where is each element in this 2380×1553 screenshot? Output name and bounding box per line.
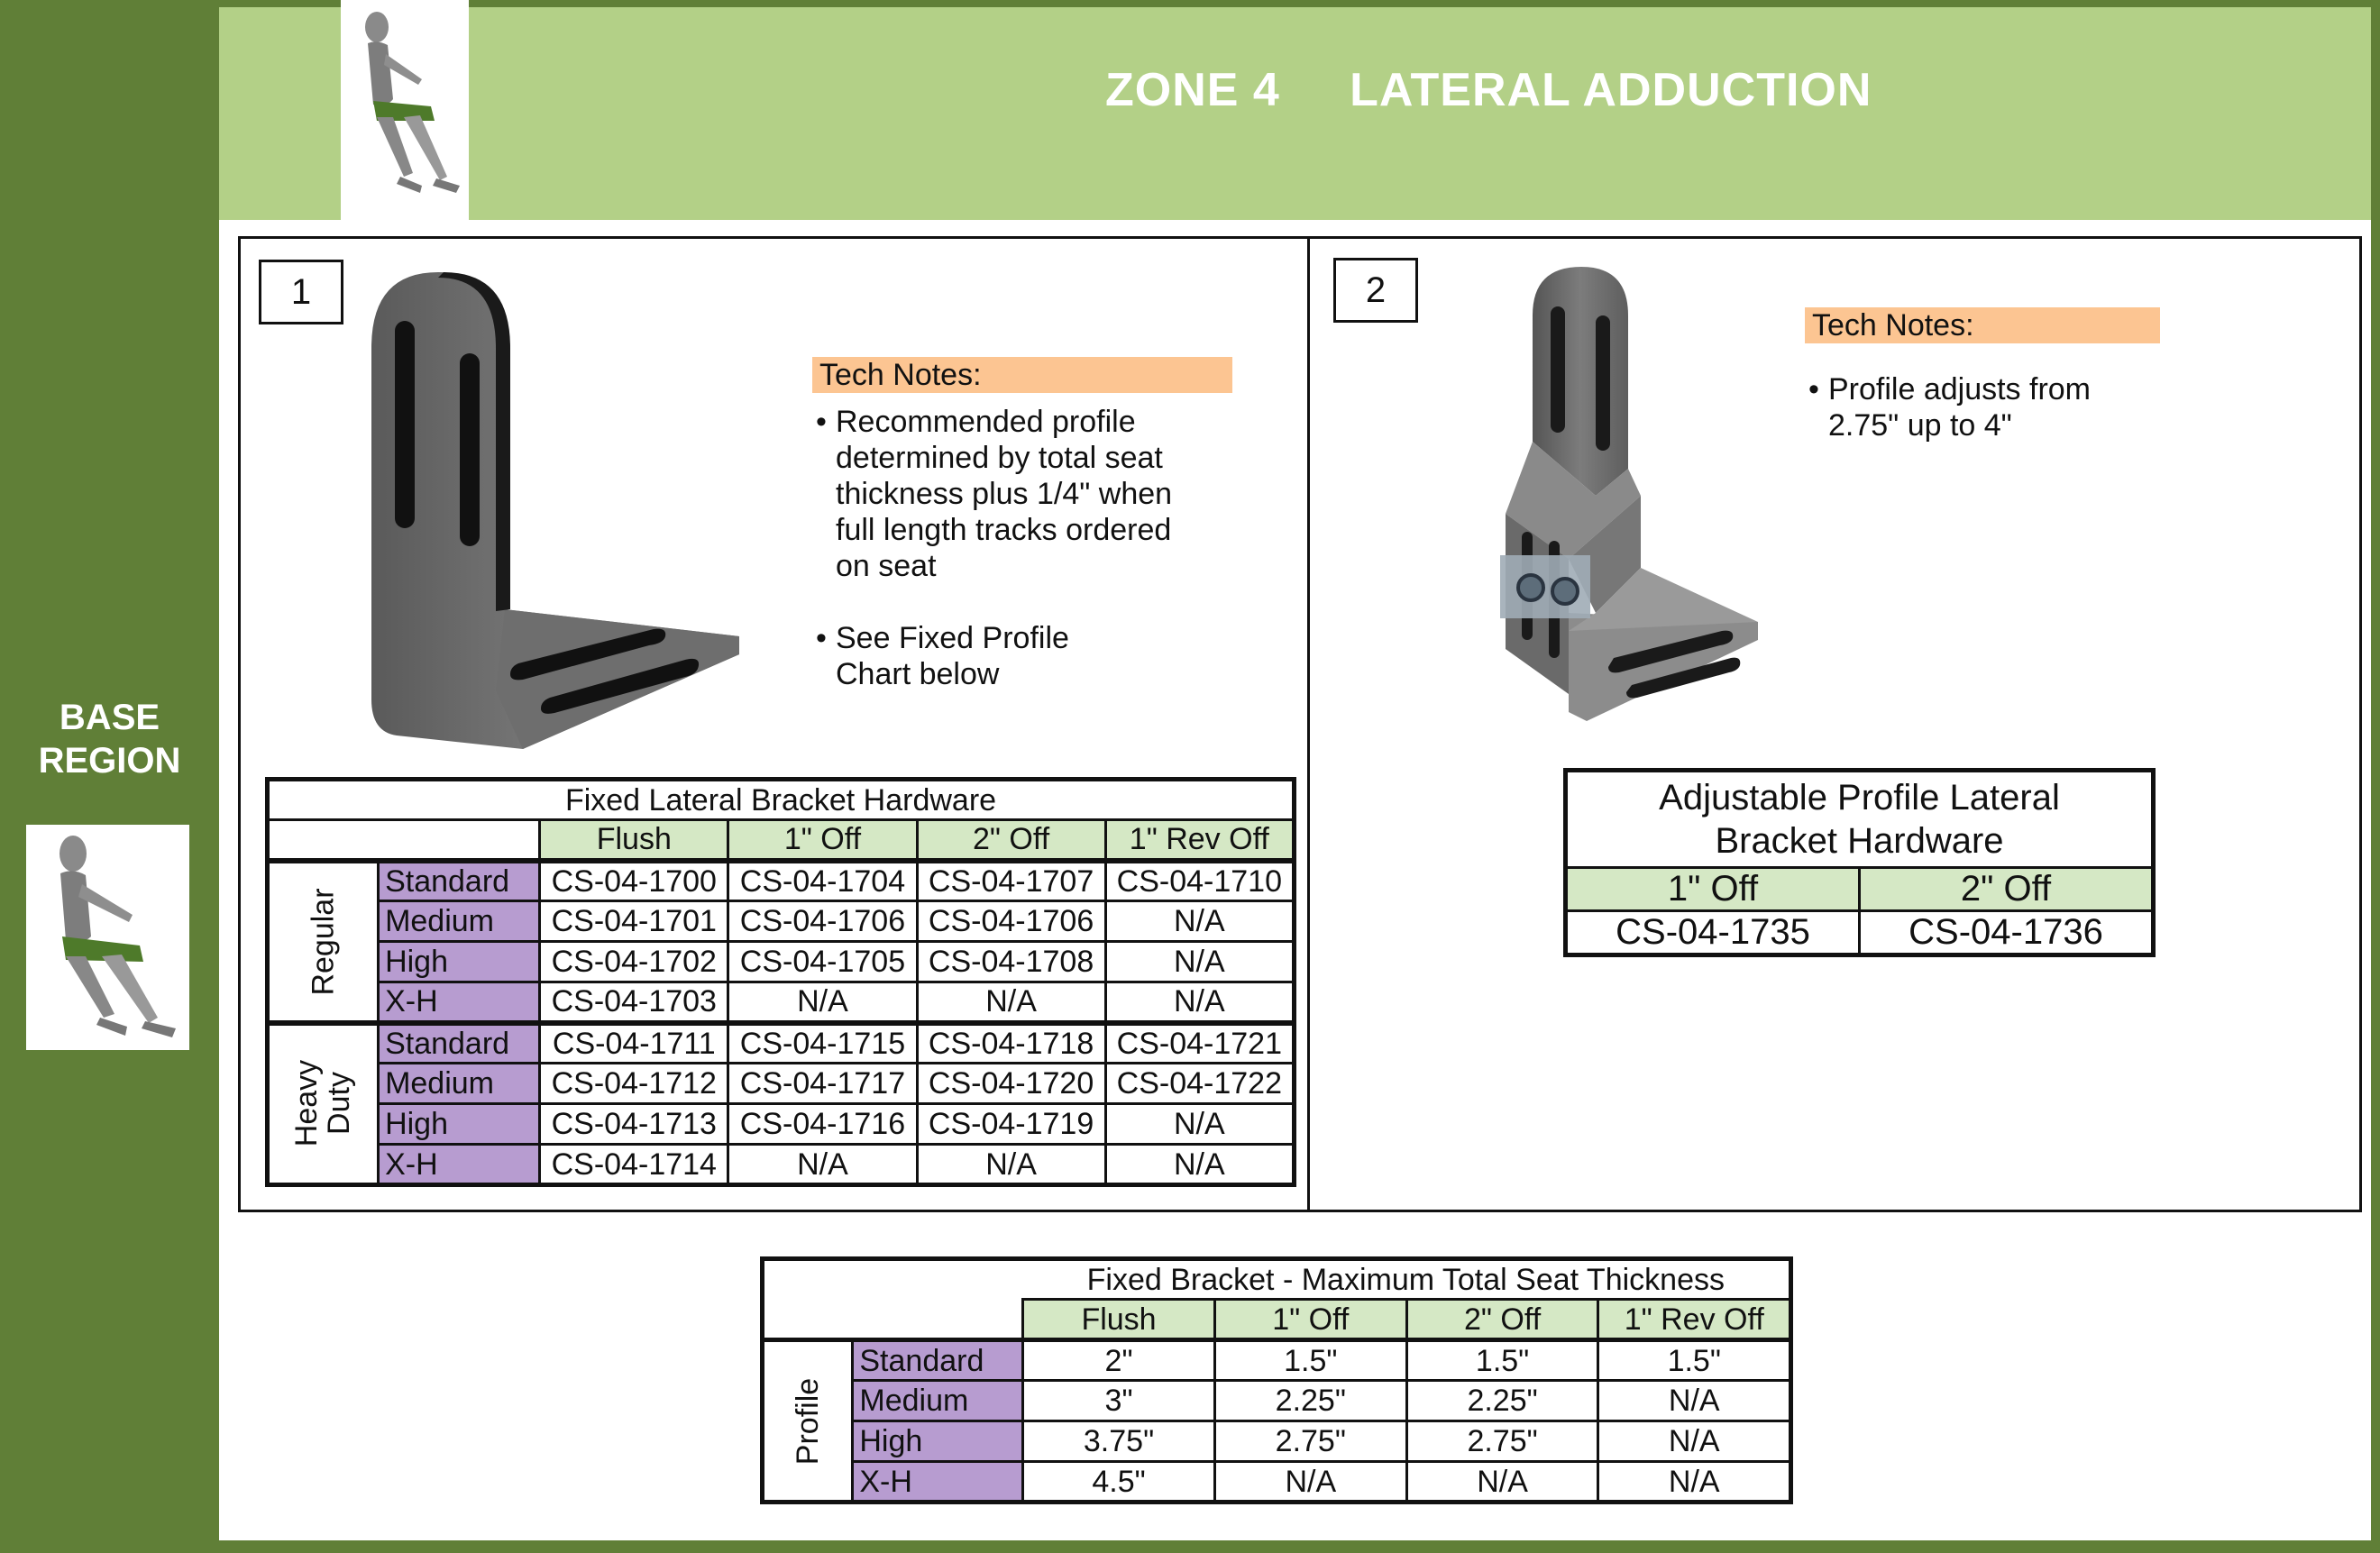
table-title-line1: Adjustable Profile Lateral xyxy=(1659,778,2060,818)
column-header: 2" Off xyxy=(1406,1300,1598,1340)
table-cell: 1.5" xyxy=(1406,1340,1598,1381)
table-cell: CS-04-1719 xyxy=(917,1104,1105,1145)
group-label-text: Heavy Duty xyxy=(289,1060,357,1147)
row-header: Standard xyxy=(379,861,540,901)
group-label-text: Regular xyxy=(306,887,341,996)
adjustable-bracket-image xyxy=(1460,261,1767,739)
table-cell: 2.75" xyxy=(1214,1421,1406,1462)
table-cell: 3" xyxy=(1023,1381,1215,1421)
table-cell: 1.5" xyxy=(1598,1340,1791,1381)
group-label xyxy=(763,1340,853,1503)
table-title: Fixed Lateral Bracket Hardware xyxy=(268,780,1295,820)
panel-divider xyxy=(1307,236,1310,1212)
table-cell: N/A xyxy=(1598,1421,1791,1462)
table-cell: N/A xyxy=(917,982,1105,1023)
tech-notes-label-2: Tech Notes: xyxy=(1805,307,2160,343)
row-header: Standard xyxy=(853,1340,1023,1381)
table-cell: 2.25" xyxy=(1406,1381,1598,1421)
zone-label: ZONE 4 xyxy=(1105,64,1280,116)
table-row xyxy=(268,1023,1295,1064)
table-cell: CS-04-1716 xyxy=(728,1104,917,1145)
column-header: 2" Off xyxy=(917,820,1105,861)
column-header: 1" Rev Off xyxy=(1598,1300,1791,1340)
table-cell: CS-04-1710 xyxy=(1105,861,1294,901)
max-thickness-table xyxy=(760,1256,1793,1504)
tech-note-text: See Fixed Profile Chart below xyxy=(836,621,1069,691)
row-header: X-H xyxy=(853,1462,1023,1503)
table-row xyxy=(763,1381,1791,1421)
table-cell: N/A xyxy=(1105,982,1294,1023)
group-label xyxy=(268,1023,379,1185)
tech-notes-1 xyxy=(812,404,1263,728)
fixed-l-bracket-image xyxy=(361,267,757,754)
row-header: Standard xyxy=(379,1023,540,1064)
tech-note-text: Recommended profile determined by total seat thickness plus 1/4" when full length tracks ordered on seat xyxy=(836,405,1173,583)
sidebar-figure-thumbnail xyxy=(26,825,189,1050)
table-cell: N/A xyxy=(1105,1104,1294,1145)
table-cell: CS-04-1706 xyxy=(917,901,1105,942)
table-row xyxy=(268,982,1295,1023)
row-header: X-H xyxy=(379,1145,540,1185)
option-number-1: 1 xyxy=(259,260,343,324)
table-cell: CS-04-1704 xyxy=(728,861,917,901)
table-cell: CS-04-1736 xyxy=(1860,911,2154,955)
table-cell: 2" xyxy=(1023,1340,1215,1381)
table-cell: N/A xyxy=(728,982,917,1023)
table-cell: CS-04-1702 xyxy=(540,942,728,982)
row-header: High xyxy=(853,1421,1023,1462)
header-figure-thumbnail xyxy=(341,0,469,220)
table-row xyxy=(763,1421,1791,1462)
table-cell: N/A xyxy=(728,1145,917,1185)
row-header: Medium xyxy=(853,1381,1023,1421)
table-cell: 4.5" xyxy=(1023,1462,1215,1503)
table-row xyxy=(268,942,1295,982)
table-cell: N/A xyxy=(917,1145,1105,1185)
table-cell: N/A xyxy=(1105,942,1294,982)
tech-notes-label-1: Tech Notes: xyxy=(812,357,1232,393)
table-cell: 3.75" xyxy=(1023,1421,1215,1462)
tech-note-text: Profile adjusts from 2.75" up to 4" xyxy=(1828,372,2091,443)
adjustable-hardware-table xyxy=(1563,768,2156,957)
row-header: High xyxy=(379,942,540,982)
table-cell: CS-04-1703 xyxy=(540,982,728,1023)
table-cell: N/A xyxy=(1214,1462,1406,1503)
column-header: 2" Off xyxy=(1860,868,2154,911)
column-header: Flush xyxy=(540,820,728,861)
zone-title: LATERAL ADDUCTION xyxy=(1350,64,1872,116)
table-title-line2: Bracket Hardware xyxy=(1715,821,2004,861)
table-cell: N/A xyxy=(1598,1381,1791,1421)
table-row xyxy=(763,1340,1791,1381)
table-cell: 1.5" xyxy=(1214,1340,1406,1381)
table-row xyxy=(268,861,1295,901)
table-cell: CS-04-1711 xyxy=(540,1023,728,1064)
table-cell: CS-04-1720 xyxy=(917,1064,1105,1104)
table-cell: CS-04-1707 xyxy=(917,861,1105,901)
table-cell: CS-04-1715 xyxy=(728,1023,917,1064)
bottom-border xyxy=(0,1540,2380,1553)
table-cell: CS-04-1717 xyxy=(728,1064,917,1104)
tech-note-bullet: • Profile adjusts from 2.75" up to 4" xyxy=(1808,372,2091,443)
top-border xyxy=(219,0,2380,7)
right-border xyxy=(2371,0,2380,1553)
column-header: 1" Off xyxy=(1566,868,1860,911)
row-header: Medium xyxy=(379,1064,540,1104)
table-cell: 2.25" xyxy=(1214,1381,1406,1421)
seated-figure-icon xyxy=(26,825,189,1050)
column-header: 1" Off xyxy=(728,820,917,861)
page-title xyxy=(1105,63,1872,117)
tech-note-bullet: • Recommended profile determined by total seat thickness plus 1/4" when full length tracks ordered on seat xyxy=(816,405,1173,583)
table-cell: N/A xyxy=(1105,1145,1294,1185)
table-cell: CS-04-1700 xyxy=(540,861,728,901)
seated-figure-icon xyxy=(341,0,469,220)
table-row xyxy=(1566,911,2154,955)
table-cell: N/A xyxy=(1105,901,1294,942)
table-cell: CS-04-1721 xyxy=(1105,1023,1294,1064)
fixed-hardware-table xyxy=(265,777,1296,1187)
row-header: Medium xyxy=(379,901,540,942)
table-row xyxy=(268,1145,1295,1185)
table-row xyxy=(268,901,1295,942)
group-label-text: Profile xyxy=(791,1377,826,1465)
table-cell: CS-04-1701 xyxy=(540,901,728,942)
header xyxy=(219,7,2371,220)
option-number-2: 2 xyxy=(1333,258,1418,323)
group-label xyxy=(268,861,379,1023)
table-title xyxy=(1566,771,2154,868)
table-row xyxy=(268,1104,1295,1145)
table-cell: CS-04-1705 xyxy=(728,942,917,982)
table-corner xyxy=(763,1259,1023,1340)
region-label xyxy=(0,696,219,782)
tech-notes-2 xyxy=(1805,371,2183,480)
table-cell: CS-04-1708 xyxy=(917,942,1105,982)
table-corner xyxy=(268,820,540,861)
table-cell: N/A xyxy=(1598,1462,1791,1503)
table-cell: CS-04-1706 xyxy=(728,901,917,942)
table-cell: CS-04-1713 xyxy=(540,1104,728,1145)
table-cell: CS-04-1714 xyxy=(540,1145,728,1185)
region-label-line2: REGION xyxy=(38,741,181,781)
column-header: 1" Off xyxy=(1214,1300,1406,1340)
table-cell: CS-04-1735 xyxy=(1566,911,1860,955)
table-cell: 2.75" xyxy=(1406,1421,1598,1462)
table-cell: CS-04-1718 xyxy=(917,1023,1105,1064)
column-header: Flush xyxy=(1023,1300,1215,1340)
table-row xyxy=(268,1064,1295,1104)
table-row xyxy=(763,1462,1791,1503)
table-cell: CS-04-1722 xyxy=(1105,1064,1294,1104)
table-cell: CS-04-1712 xyxy=(540,1064,728,1104)
table-cell: N/A xyxy=(1406,1462,1598,1503)
table-title: Fixed Bracket - Maximum Total Seat Thickness xyxy=(1023,1259,1791,1300)
column-header: 1" Rev Off xyxy=(1105,820,1294,861)
row-header: X-H xyxy=(379,982,540,1023)
region-label-line1: BASE xyxy=(59,698,160,737)
tech-note-bullet: • See Fixed Profile Chart below xyxy=(816,621,1069,691)
row-header: High xyxy=(379,1104,540,1145)
